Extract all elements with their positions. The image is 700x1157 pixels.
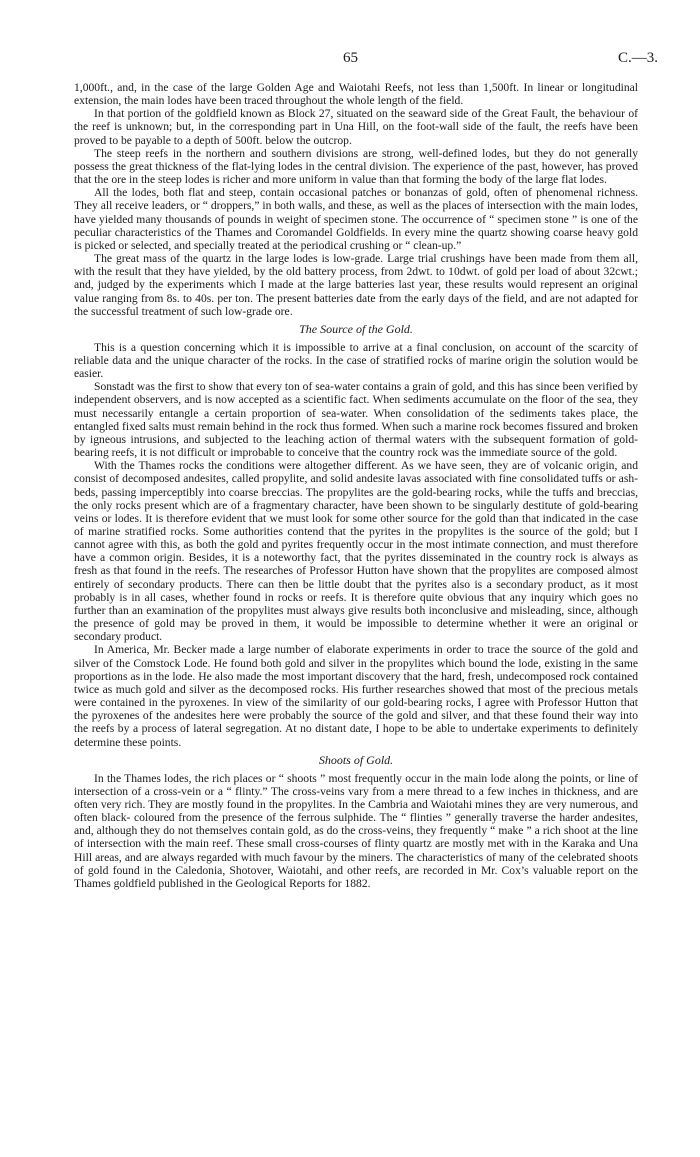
- paragraph: In America, Mr. Becker made a large number of elaborate experiments in order to trace the source of the gold and silver of the Comstock Lode. He found both gold and silver in the propylites which bound the lode, existing in the same proportions as in the lode. He also made the most important discovery that the hard, fresh, undecomposed rock contained twice as much gold and silver as the decomposed rocks. His further researches showed that most of the precious metals were contained in the pyroxenes. In view of the similarity of our gold-bearing rocks, I agree with Professor Hutton that the pyroxenes of the andesites here were probably the source of the gold and silver, and that these found their way into the reefs by a process of lateral segregation. At no distant date, I hope to be able to undertake experiments to definitely determine these points.: [74, 643, 638, 749]
- paragraph: In the Thames lodes, the rich places or “ shoots ” most frequently occur in the main lode along the points, or line of intersection of a cross-vein or a “ flinty.” The cross-veins vary from a mere thread to a few inches in thickness, and are often very rich. They are mostly found in the propylites. In the Cambria and Waiotahi mines they are very numerous, and often black- coloured from the presence of the ferrous sulphide. The “ flinties ” generally traverse the harder andesites, and, although they do not themselves contain gold, as do the cross-veins, they frequently “ make ” a rich shoot at the line of intersection with the main reef. These small cross-courses of flinty quartz are mostly met with in the Karaka and Una Hill areas, and are always regarded with much favour by the miners. The characteristics of many of the celebrated shoots of gold found in the Caledonia, Shotover, Waiotahi, and other reefs, are recorded in Mr. Cox’s valuable report on the Thames goldfield published in the Geological Reports for 1882.: [74, 771, 638, 890]
- section-heading-source-of-gold: The Source of the Gold.: [299, 321, 413, 336]
- section-heading-shoots-of-gold: Shoots of Gold.: [318, 752, 394, 767]
- page-header: [0, 50, 700, 70]
- page-number: 65: [343, 50, 358, 66]
- paragraph: In that portion of the goldfield known as Block 27, situated on the seaward side of the Great Fault, the behaviour of the reef is unknown; but, in the corresponding part in Una Hill, on the foot-wall side of the fault, the reefs have been proved to be payable to a depth of 500ft. below the outcrop.: [74, 107, 638, 147]
- document-reference: C.—3.: [617, 50, 658, 66]
- paragraph: 1,000ft., and, in the case of the large Golden Age and Waiotahi Reefs, not less than 1,500ft. In linear or longitudinal extension, the main lodes have been traced throughout the whole length of the field.: [74, 81, 638, 108]
- paragraph: With the Thames rocks the conditions were altogether different. As we have seen, they are of volcanic origin, and consist of decomposed andesites, called propylite, and solid andesite lavas associated with fine consolidated tuffs or ash-beds, passing imperceptibly into coarse breccias. The propylites are the gold-bearing rocks, while the tuffs and breccias, the only rocks present which are of a fragmentary character, have been shown to be singularly destitute of gold-bearing veins or lodes. It is therefore evident that we must look for some other source for the gold than that indicated in the case of marine stratified rocks. Some authorities contend that the pyrites in the propylites is the source of the gold; but I cannot agree with this, as both the gold and pyrites frequently occur in the most intimate connection, and must therefore have a common origin. Besides, it is a noteworthy fact, that the pyrites disseminated in the country rock is always as fresh as that found in the reefs. The researches of Professor Hutton have shown that the propylites are composed almost entirely of secondary products. There can then be little doubt that the pyrites also is a secondary product, as it most probably is in all cases, whether found in rocks or reefs. It is therefore quite obvious that any inquiry which goes no further than an examination of the propylites must always give results both inconclusive and misleading, since, although the presence of gold may be proved in them, it would be impossible to determine whether it were an original or secondary product.: [74, 459, 638, 644]
- body-text: [74, 81, 638, 890]
- paragraph: The steep reefs in the northern and southern divisions are strong, well-defined lodes, but they do not generally possess the great thickness of the flat-lying lodes in the central division. The experience of the past, however, has proved that the ore in the steep lodes is richer and more uniform in value than that forming the body of the large flat lodes.: [74, 146, 638, 187]
- paragraph: All the lodes, both flat and steep, contain occasional patches or bonanzas of gold, often of phenomenal richness. They all receive leaders, or “ droppers,” in both walls, and these, as well as the places of intersection with the main lodes, have yielded many thousands of pounds in weight of specimen stone. The occurrence of “ specimen stone ” is one of the peculiar characteristics of the Thames and Coromandel Goldfields. In every mine the quartz showing coarse heavy gold is picked or selected, and specially treated at the periodical crushing or “ clean-up.”: [74, 186, 638, 252]
- paragraph: This is a question concerning which it is impossible to arrive at a final conclusion, on account of the scarcity of reliable data and the unique character of the rocks. In the case of stratified rocks of marine origin the solution would be easier.: [74, 340, 638, 381]
- paragraph: The great mass of the quartz in the large lodes is low-grade. Large trial crushings have been made from them all, with the result that they have yielded, by the old battery process, from 2dwt. to 10dwt. of gold per load of about 32cwt.; and, judged by the experiments which I made at the large batteries last year, these results would represent an original value ranging from 8s. to 40s. per ton. The present batteries date from the early days of the field, and are not adapted for the successful treatment of such low-grade ore.: [74, 252, 638, 318]
- paragraph: Sonstadt was the first to show that every ton of sea-water contains a grain of gold, and this has since been verified by independent observers, and is now accepted as a scientific fact. When sediments accumulate on the floor of the sea, they must necessarily entangle a certain proportion of sea-water. When consolidation of the sediments takes place, the entangled fixed salts must remain behind in the rock thus formed. When such a marine rock becomes fissured and broken by igneous intrusions, and subjected to the leaching action of thermal waters with the subsequent formation of gold-bearing reefs, it is not difficult or improbable to conceive that the country rock was the immediate source of the gold.: [74, 380, 638, 460]
